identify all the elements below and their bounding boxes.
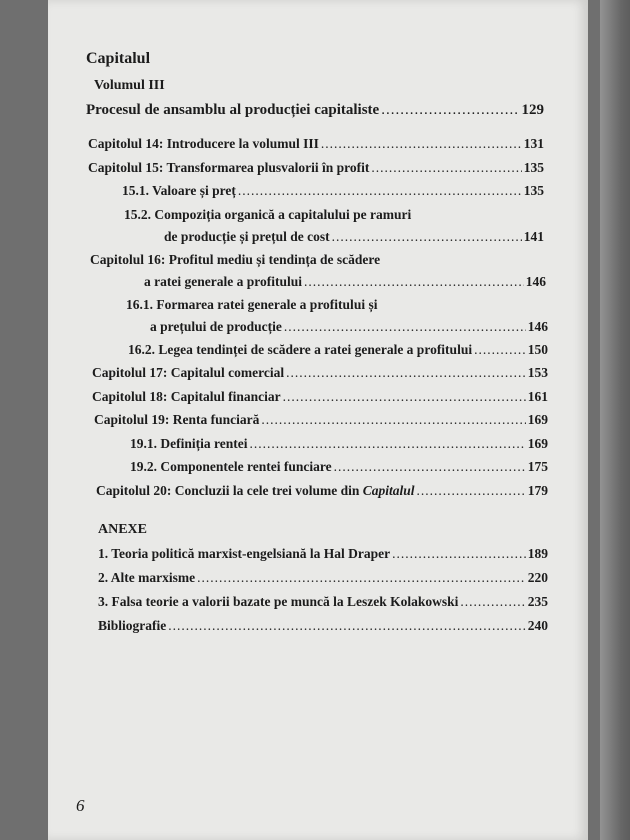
entry-label: 19.2. Componentele rentei funciare bbox=[130, 459, 332, 474]
entry-page: 235 bbox=[527, 594, 548, 609]
entry-label: 16.2. Legea tendinței de scădere a ratei generale a profitului bbox=[128, 342, 473, 357]
entry-page: 169 bbox=[527, 436, 548, 451]
annex-heading: ANEXE bbox=[98, 522, 148, 537]
entry-label: a ratei generale a profitului bbox=[144, 274, 302, 289]
entry-label: Capitolul 19: Renta funciară bbox=[94, 412, 260, 427]
entry-page: 189 bbox=[527, 546, 548, 561]
toc-entry bbox=[88, 136, 544, 152]
toc-entry bbox=[128, 342, 548, 358]
entry-label: 15.1. Valoare și preț bbox=[122, 183, 236, 198]
entry-label: 2. Alte marxisme bbox=[98, 570, 196, 585]
toc-entry bbox=[92, 365, 548, 381]
leader-dots bbox=[417, 483, 526, 499]
toc-entry bbox=[88, 160, 544, 176]
leader-dots bbox=[286, 365, 526, 381]
toc-entry bbox=[96, 483, 548, 499]
leader-dots bbox=[238, 183, 522, 199]
entry-label: 16.1. Formarea ratei generale a profitului și bbox=[126, 297, 378, 312]
page-gutter-shadow bbox=[600, 0, 630, 840]
entry-label: 3. Falsa teorie a valorii bazate pe muncă la Leszek Kolakowski bbox=[98, 594, 459, 609]
annex-entry bbox=[98, 546, 548, 562]
entry-page: 220 bbox=[527, 570, 548, 585]
entry-label: 1. Teoria politică marxist-engelsiană la Hal Draper bbox=[98, 546, 391, 561]
entry-label: Capitolul 17: Capitalul comercial bbox=[92, 365, 285, 380]
entry-label: Procesul de ansamblu al producției capitaliste bbox=[86, 102, 380, 118]
leader-dots bbox=[249, 436, 525, 452]
entry-page: 150 bbox=[527, 342, 548, 357]
leader-dots bbox=[283, 389, 526, 405]
leader-dots bbox=[392, 546, 526, 562]
entry-page: 161 bbox=[527, 389, 548, 404]
entry-page: 135 bbox=[523, 160, 544, 175]
leader-dots bbox=[197, 570, 526, 586]
toc-entry-continued bbox=[144, 274, 546, 290]
leader-dots bbox=[334, 459, 526, 475]
entry-page: 131 bbox=[523, 136, 544, 151]
entry-page: 240 bbox=[527, 618, 548, 633]
leader-dots bbox=[261, 412, 525, 428]
toc-entry-continued bbox=[164, 229, 544, 245]
toc-entry bbox=[124, 207, 411, 223]
leader-dots bbox=[332, 229, 522, 245]
toc-entry bbox=[94, 412, 548, 428]
entry-label: Capitolul 16: Profitul mediu și tendința de scădere bbox=[90, 252, 381, 267]
leader-dots bbox=[304, 274, 524, 290]
book-title: Capitalul bbox=[86, 50, 151, 67]
book-page bbox=[48, 0, 588, 840]
entry-label: 19.1. Definiția rentei bbox=[130, 436, 248, 451]
leader-dots bbox=[460, 594, 525, 610]
entry-label: Capitolul 14: Introducere la volumul III bbox=[88, 136, 319, 151]
entry-label bbox=[96, 483, 415, 499]
entry-label: Capitolul 18: Capitalul financiar bbox=[92, 389, 281, 404]
table-of-contents bbox=[48, 0, 588, 840]
entry-page: 146 bbox=[525, 274, 546, 289]
entry-label-italic: Capitalul bbox=[362, 483, 415, 498]
leader-dots bbox=[321, 136, 522, 152]
toc-entry-continued bbox=[150, 319, 548, 335]
volume-heading: Volumul III bbox=[94, 78, 165, 93]
toc-entry bbox=[90, 252, 380, 268]
part-entry bbox=[86, 102, 544, 118]
entry-label-text: Capitolul 20: Concluzii la cele trei volume din bbox=[96, 483, 363, 498]
page-number: 6 bbox=[76, 796, 85, 815]
leader-dots bbox=[474, 342, 526, 358]
toc-entry bbox=[130, 436, 548, 452]
entry-label: a prețului de producție bbox=[150, 319, 282, 334]
leader-dots bbox=[371, 160, 521, 176]
entry-page: 153 bbox=[527, 365, 548, 380]
entry-page: 179 bbox=[527, 483, 548, 498]
toc-entry bbox=[92, 389, 548, 405]
leader-dots bbox=[168, 618, 526, 634]
entry-page: 169 bbox=[527, 412, 548, 427]
leader-dots bbox=[284, 319, 526, 335]
entry-page: 135 bbox=[523, 183, 544, 198]
entry-page: 146 bbox=[527, 319, 548, 334]
entry-label: Bibliografie bbox=[98, 618, 167, 633]
entry-page: 141 bbox=[523, 229, 544, 244]
entry-label: 15.2. Compoziția organică a capitalului pe ramuri bbox=[124, 207, 412, 222]
toc-entry bbox=[126, 297, 377, 313]
entry-label: de producție și prețul de cost bbox=[164, 229, 330, 244]
entry-label: Capitolul 15: Transformarea plusvalorii în profit bbox=[88, 160, 370, 175]
leader-dots bbox=[381, 102, 519, 118]
toc-entry bbox=[122, 183, 544, 199]
annex-entry bbox=[98, 618, 548, 634]
annex-entry bbox=[98, 594, 548, 610]
entry-page: 129 bbox=[521, 102, 544, 118]
toc-entry bbox=[130, 459, 548, 475]
annex-entry bbox=[98, 570, 548, 586]
entry-page: 175 bbox=[527, 459, 548, 474]
